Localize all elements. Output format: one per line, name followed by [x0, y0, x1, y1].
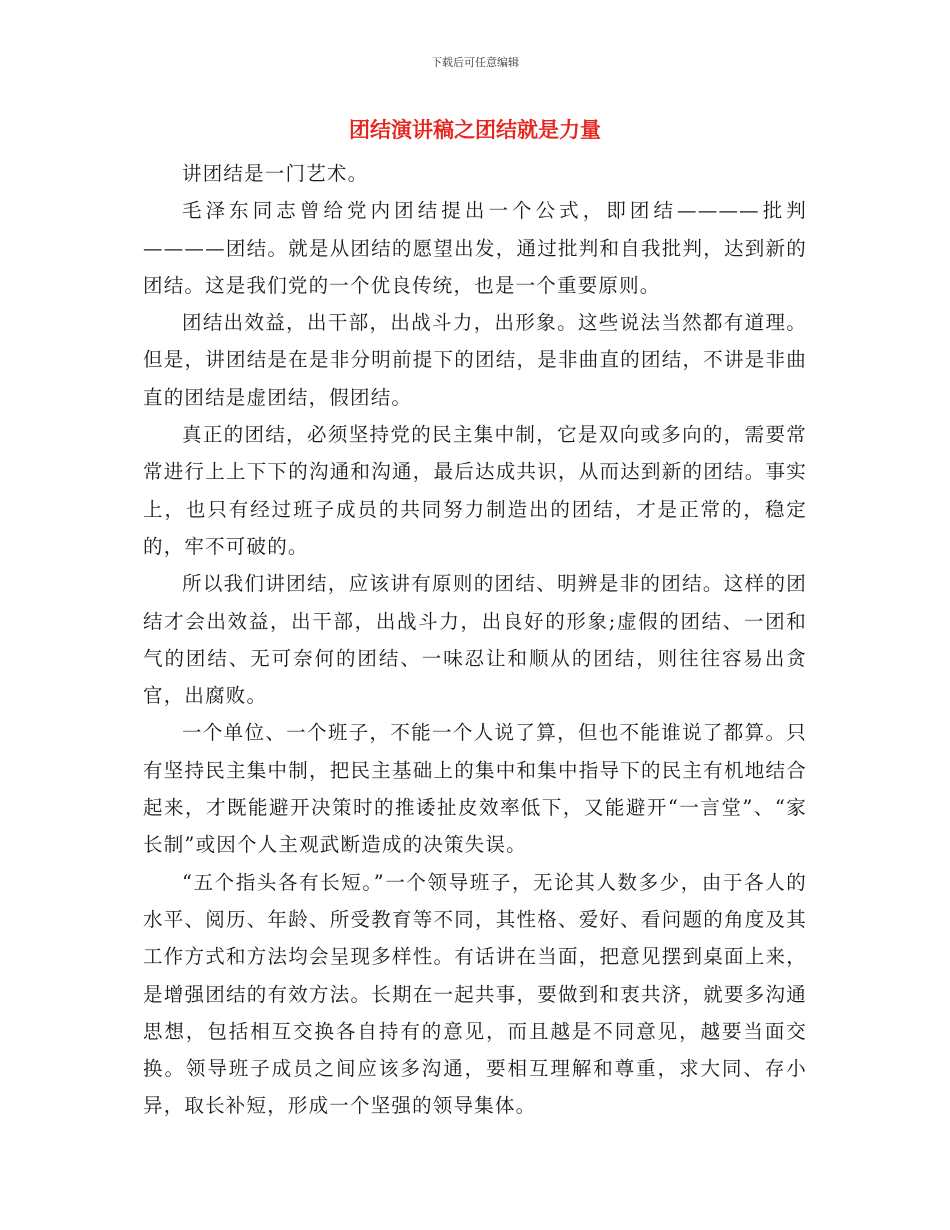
- paragraph-1: 讲团结是一门艺术。: [182, 162, 369, 185]
- paragraph-4: 真正的团结，必须坚持党的民主集中制，它是双向或多向的，需要常常进行上上下下的沟通和沟通，最后达成共识，从而达到新的团结。事实上，也只有经过班子成员的共同努力制造出的团结，才是正常的，稳定的，牢不可破的。: [143, 423, 807, 558]
- paragraph-2: 毛泽东同志曾给党内团结提出一个公式，即团结————批判————团结。就是从团结的愿望出发，通过批判和自我批判，达到新的团结。这是我们党的一个优良传统，也是一个重要原则。: [143, 199, 807, 297]
- page-header-note: 下载后可任意编辑: [431, 56, 519, 69]
- paragraph-6: 一个单位、一个班子，不能一个人说了算，但也不能谁说了都算。只有坚持民主集中制，把民主基础上的集中和集中指导下的民主有机地结合起来，才既能避开决策时的推诿扯皮效率低下，又能避开“一言堂”、“家长制”或因个人主观武断造成的决策失误。: [143, 721, 807, 857]
- paragraph-3: 团结出效益，出干部，出战斗力，出形象。这些说法当然都有道理。但是，讲团结是在是非分明前提下的团结，是非曲直的团结，不讲是非曲直的团结是虚团结，假团结。: [143, 311, 807, 409]
- paragraph-7: “五个指头各有长短。”一个领导班子，无论其人数多少，由于各人的水平、阅历、年龄、所受教育等不同，其性格、爱好、看问题的角度及其工作方式和方法均会呈现多样性。有话讲在当面，把意见摆到桌面上来，是增强团结的有效方法。长期在一起共事，要做到和衷共济，就要多沟通思想，包括相互交换各自持有的意见，而且越是不同意见，越要当面交换。领导班子成员之间应该多沟通，要相互理解和尊重，求大同、存小异，取长补短，形成一个坚强的领导集体。: [143, 870, 807, 1118]
- paragraph-5: 所以我们讲团结，应该讲有原则的团结、明辨是非的团结。这样的团结才会出效益，出干部，出战斗力，出良好的形象;虚假的团结、一团和气的团结、无可奈何的团结、一味忍让和顺从的团结，则往往容易出贪官，出腐败。: [143, 572, 807, 708]
- document-body: [143, 155, 807, 1125]
- document-title: 团结演讲稿之团结就是力量: [349, 118, 601, 142]
